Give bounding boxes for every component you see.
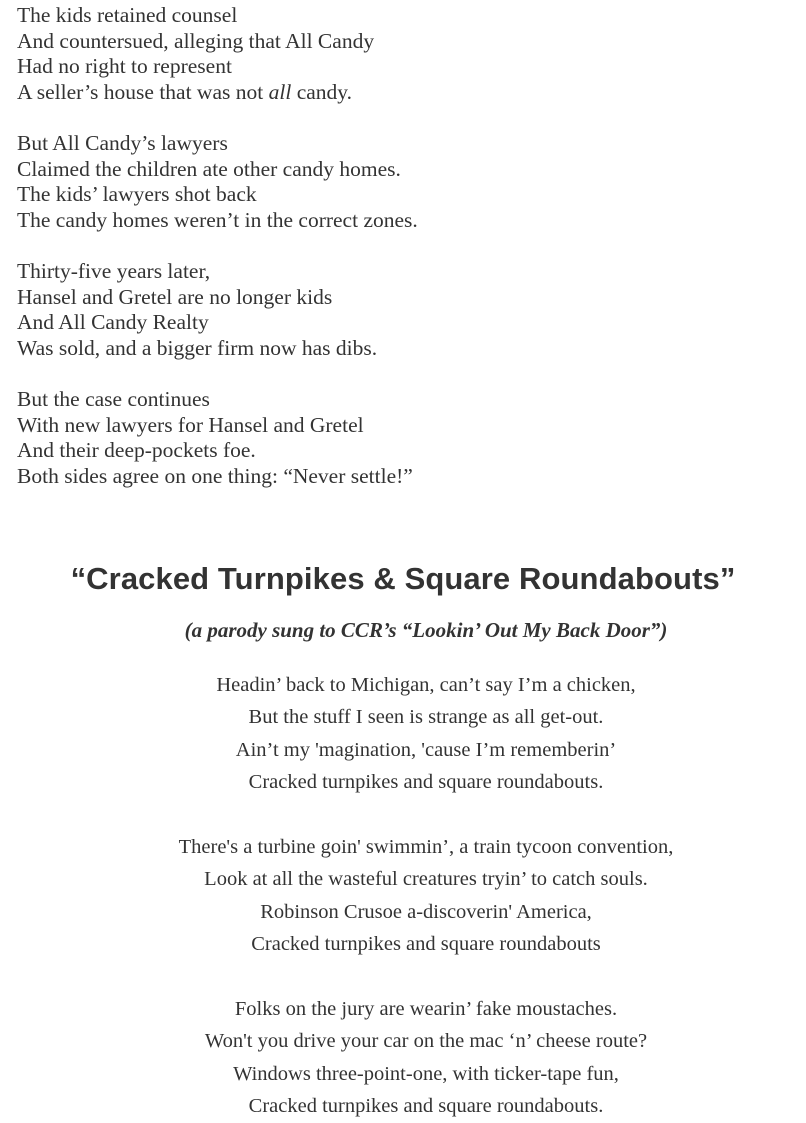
lyric-line: Headin’ back to Michigan, can’t say I’m a chicken, — [216, 674, 636, 696]
poem-stanza-2 — [17, 131, 797, 233]
poem-line: And countersued, alleging that All Candy — [17, 28, 375, 53]
lyric-line: There's a turbine goin' swimmin’, a train tycoon convention, — [178, 836, 674, 859]
lyric-line: Cracked turnpikes and square roundabouts. — [248, 1095, 604, 1118]
poem-line: With new lawyers for Hansel and Gretel — [17, 412, 364, 437]
song-lyrics — [0, 669, 806, 1123]
poem-line-text: A seller’s house that was not — [17, 79, 269, 104]
poem-line: Was sold, and a bigger firm now has dibs. — [17, 335, 378, 360]
song-verse-2 — [0, 831, 806, 961]
lyric-line: Ain’t my 'magination, 'cause I’m rememberin’ — [235, 738, 617, 761]
poem-line: Hansel and Gretel are no longer kids — [17, 284, 333, 309]
poem-line: Claimed the children ate other candy homes. — [17, 156, 401, 181]
lyric-line: Folks on the jury are wearin’ fake moustaches. — [234, 998, 618, 1021]
song-verse-3 — [0, 993, 806, 1123]
hansel-gretel-poem — [17, 3, 797, 489]
poem-line-text: candy. — [291, 79, 353, 104]
poem-line: The candy homes weren’t in the correct zones. — [17, 207, 418, 232]
lyric-line: Cracked turnpikes and square roundabouts — [251, 933, 601, 956]
poem-stanza-4 — [17, 387, 797, 489]
poem-stanza-3 — [17, 259, 797, 361]
song-verse-1 — [0, 669, 806, 799]
song-subtitle: (a parody sung to CCR’s “Lookin’ Out My Back Door”) — [184, 618, 668, 642]
lyric-line: Robinson Crusoe a-discoverin' America, — [260, 900, 592, 923]
poem-line: And All Candy Realty — [17, 310, 209, 335]
poem-line: But the case continues — [17, 386, 210, 411]
poem-line: Both sides agree on one thing: “Never settle!” — [17, 463, 413, 488]
poem-line: The kids retained counsel — [17, 3, 238, 27]
poem-line-with-emphasis — [17, 80, 797, 106]
poem-line: Had no right to represent — [17, 54, 232, 79]
song-title: “Cracked Turnpikes & Square Roundabouts” — [70, 561, 736, 596]
poem-line: And their deep-pockets foe. — [17, 438, 256, 463]
lyric-line: Windows three-point-one, with ticker-tape fun, — [233, 1062, 619, 1085]
emphasized-word: all — [268, 79, 292, 104]
lyric-line: But the stuff I seen is strange as all get-out. — [248, 706, 604, 729]
lyric-line: Cracked turnpikes and square roundabouts. — [248, 771, 604, 794]
poem-line: But All Candy’s lawyers — [17, 130, 228, 155]
lyric-line: Look at all the wasteful creatures tryin’ to catch souls. — [204, 868, 648, 891]
poem-stanza-1 — [17, 3, 797, 105]
poem-line: Thirty-five years later, — [17, 258, 211, 283]
lyric-line: Won't you drive your car on the mac ‘n’ cheese route? — [204, 1030, 648, 1053]
poem-line: The kids’ lawyers shot back — [17, 182, 257, 207]
